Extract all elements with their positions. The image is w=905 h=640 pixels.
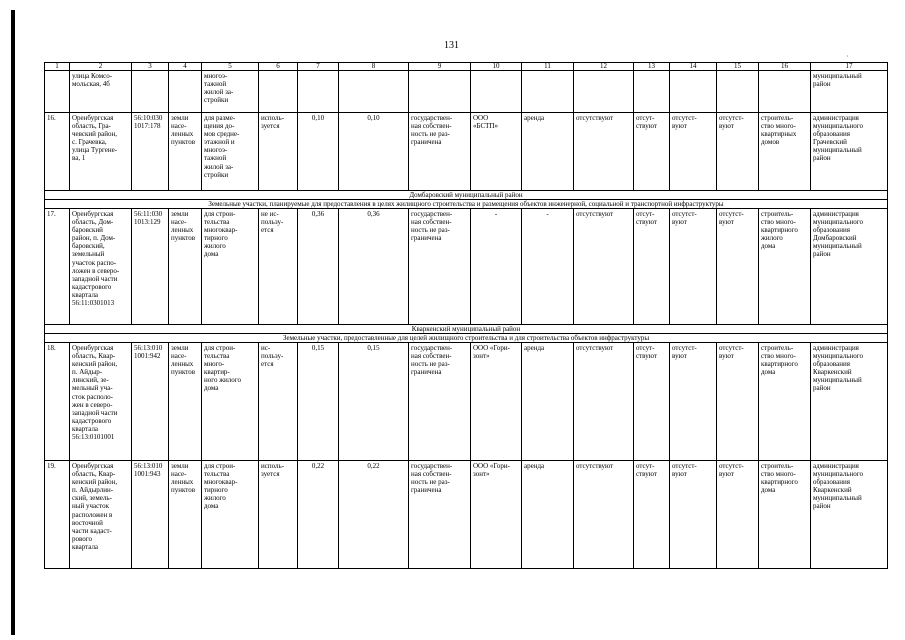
- cell-land-category: земли насе- ленных пунктов: [169, 461, 202, 569]
- header-cell: 4: [169, 63, 202, 71]
- cell-col-13: отсут- ствуют: [634, 209, 670, 325]
- header-cell: 14: [670, 63, 717, 71]
- header-cell: 8: [339, 63, 409, 71]
- cell-holder: ООО «Гори- зонт»: [471, 461, 522, 569]
- table-row-16: [45, 113, 888, 191]
- scan-mark: ·: [846, 52, 849, 61]
- header-cell: 3: [132, 63, 169, 71]
- cell-usage-status: исполь- зуется: [259, 461, 298, 569]
- cell-location: Оренбургская область, Гра- чевский район, с. Грачевка, улица Тургене- ва, 1: [70, 113, 132, 191]
- cell-number: 16.: [45, 113, 70, 191]
- cell-land-category: [169, 71, 202, 113]
- cell-col-15: отсутст- вуют: [717, 461, 759, 569]
- section-title: Домбаровский муниципальный район: [45, 191, 888, 200]
- cell-location: Оренбургская область, Дом- баровский район, п. Дом- баровский, земельный участок распо- ложен в северо- западной части кадастрового квартала 56:11:0301013: [70, 209, 132, 325]
- cell-col-13: отсут- ствуют: [634, 343, 670, 461]
- cell-col-14: отсутст- вуют: [670, 343, 717, 461]
- cell-restrictions: отсутствуют: [574, 113, 634, 191]
- cell-holder: [471, 71, 522, 113]
- cell-restrictions: [574, 71, 634, 113]
- cell-area-1: 0,36: [298, 209, 339, 325]
- cell-permitted-use: многоэ- тажной жилой за- стройки: [202, 71, 259, 113]
- cell-area-1: [298, 71, 339, 113]
- cell-cadastral-number: 56:13:010 1001:942: [132, 343, 169, 461]
- cell-location: улица Комсо- мольская, 4б: [70, 71, 132, 113]
- cell-number: [45, 71, 70, 113]
- cell-land-category: земли насе- ленных пунктов: [169, 209, 202, 325]
- cell-number: 18.: [45, 343, 70, 461]
- header-cell: 10: [471, 63, 522, 71]
- land-plots-table: [44, 62, 888, 569]
- header-cell: 5: [202, 63, 259, 71]
- cell-usage-status: [259, 71, 298, 113]
- cell-cadastral-number: 56:10:030 1017:178: [132, 113, 169, 191]
- cell-col-13: отсут- ствуют: [634, 461, 670, 569]
- section-subtitle: Земельные участки, предоставленные для целей жилищного строительства и для строительства объектов инфраструктуры: [45, 334, 888, 343]
- cell-holder: ООО «Гори- зонт»: [471, 343, 522, 461]
- cell-area-1: 0,15: [298, 343, 339, 461]
- cell-col-15: [717, 71, 759, 113]
- cell-restrictions: отсутствуют: [574, 343, 634, 461]
- header-cell: 9: [409, 63, 471, 71]
- cell-authority: администрация муниципального образования Домбаровский муниципальный район: [811, 209, 888, 325]
- cell-cadastral-number: 56:11:030 1013:129: [132, 209, 169, 325]
- cell-right-type: аренда: [522, 113, 574, 191]
- cell-number: 19.: [45, 461, 70, 569]
- cell-col-13: отсут- ствуют: [634, 113, 670, 191]
- cell-ownership: государствен- ная собствен- ность не раз- граничена: [409, 209, 471, 325]
- cell-col-13: [634, 71, 670, 113]
- section-title-kvarkensky: [45, 325, 888, 334]
- cell-usage-status: исполь- зуется: [259, 113, 298, 191]
- cell-col-14: отсутст- вуют: [670, 461, 717, 569]
- cell-area-1: 0,10: [298, 113, 339, 191]
- cell-usage-status: ис- пользу- ется: [259, 343, 298, 461]
- section-subtitle-dombarovsky: [45, 200, 888, 209]
- header-cell: 7: [298, 63, 339, 71]
- header-cell: 15: [717, 63, 759, 71]
- cell-area-2: 0,22: [339, 461, 409, 569]
- header-cell: 13: [634, 63, 670, 71]
- column-number-row: [45, 63, 888, 71]
- cell-number: 17.: [45, 209, 70, 325]
- cell-authority: администрация муниципального образования Кваркенский муниципальный район: [811, 343, 888, 461]
- cell-ownership: [409, 71, 471, 113]
- header-cell: 12: [574, 63, 634, 71]
- table-row-19: [45, 461, 888, 569]
- cell-purpose: строитель- ство много- квартирного жилого дома: [759, 209, 811, 325]
- cell-right-type: [522, 71, 574, 113]
- cell-area-2: 0,15: [339, 343, 409, 461]
- cell-purpose: строитель- ство много- квартирного дома: [759, 461, 811, 569]
- cell-authority: администрация муниципального образования Грачевский муниципальный район: [811, 113, 888, 191]
- cell-col-15: отсутст- вуют: [717, 113, 759, 191]
- cell-usage-status: не ис- пользу- ется: [259, 209, 298, 325]
- cell-area-2: 0,36: [339, 209, 409, 325]
- cell-right-type: аренда: [522, 461, 574, 569]
- table-row-17: [45, 209, 888, 325]
- cell-area-2: [339, 71, 409, 113]
- cell-cadastral-number: 56:13:010 1001:943: [132, 461, 169, 569]
- header-cell: 16: [759, 63, 811, 71]
- cell-holder: -: [471, 209, 522, 325]
- cell-authority: администрация муниципального образования Кваркенский муниципальный район: [811, 461, 888, 569]
- header-cell: 2: [70, 63, 132, 71]
- section-subtitle: Земельные участки, планируемые для предоставления в целях жилищного строительства и размещения объектов инженерной, социальной и транспортной инфраструктуры: [45, 200, 888, 209]
- section-title: Кваркенский муниципальный район: [45, 325, 888, 334]
- cell-permitted-use: для строи- тельства многоквар- тирного жилого дома: [202, 209, 259, 325]
- table-row-18: [45, 343, 888, 461]
- cell-ownership: государствен- ная собствен- ность не раз- граничена: [409, 461, 471, 569]
- cell-purpose: строитель- ство много- квартирных домов: [759, 113, 811, 191]
- cell-area-1: 0,22: [298, 461, 339, 569]
- header-cell: 6: [259, 63, 298, 71]
- cell-right-type: -: [522, 209, 574, 325]
- cell-permitted-use: для строи- тельства много- квартир- ного жилого дома: [202, 343, 259, 461]
- cell-restrictions: отсутствуют: [574, 461, 634, 569]
- cell-holder: ООО «БСТП»: [471, 113, 522, 191]
- header-cell: 1: [45, 63, 70, 71]
- cell-ownership: государствен- ная собствен- ность не раз- граничена: [409, 113, 471, 191]
- cell-location: Оренбургская область, Квар- кенский район, п. Айдырлин- ский, земель- ный участок расположен в восточной части кадаст- рового квартала: [70, 461, 132, 569]
- cell-permitted-use: для разме- щения до- мов средне- этажной и многоэ- тажной жилой за- стройки: [202, 113, 259, 191]
- page-edge-bar: [11, 10, 15, 635]
- section-subtitle-kvarkensky: [45, 334, 888, 343]
- cell-restrictions: отсутствуют: [574, 209, 634, 325]
- cell-col-14: отсутст- вуют: [670, 113, 717, 191]
- cell-permitted-use: для строи- тельства многоквар- тирного жилого дома: [202, 461, 259, 569]
- cell-col-14: отсутст- вуют: [670, 209, 717, 325]
- cell-authority: муниципальный район: [811, 71, 888, 113]
- page-number: 131: [444, 40, 459, 51]
- cell-land-category: земли насе- ленных пунктов: [169, 113, 202, 191]
- header-cell: 17: [811, 63, 888, 71]
- cell-land-category: земли насе- ленных пунктов: [169, 343, 202, 461]
- cell-purpose: [759, 71, 811, 113]
- cell-purpose: строитель- ство много- квартирного дома: [759, 343, 811, 461]
- cell-right-type: аренда: [522, 343, 574, 461]
- cell-col-14: [670, 71, 717, 113]
- header-cell: 11: [522, 63, 574, 71]
- table-row-continuation: [45, 71, 888, 113]
- cell-area-2: 0,10: [339, 113, 409, 191]
- cell-cadastral-number: [132, 71, 169, 113]
- cell-col-15: отсутст- вуют: [717, 209, 759, 325]
- cell-col-15: отсутст- вуют: [717, 343, 759, 461]
- section-title-dombarovsky: [45, 191, 888, 200]
- cell-ownership: государствен- ная собствен- ность не раз- граничена: [409, 343, 471, 461]
- cell-location: Оренбургская область, Квар- кенский район, п. Айдыр- линский, зе- мельный уча- сток располо- жен в северо- западной части кадастрового квартала 56:13:0101001: [70, 343, 132, 461]
